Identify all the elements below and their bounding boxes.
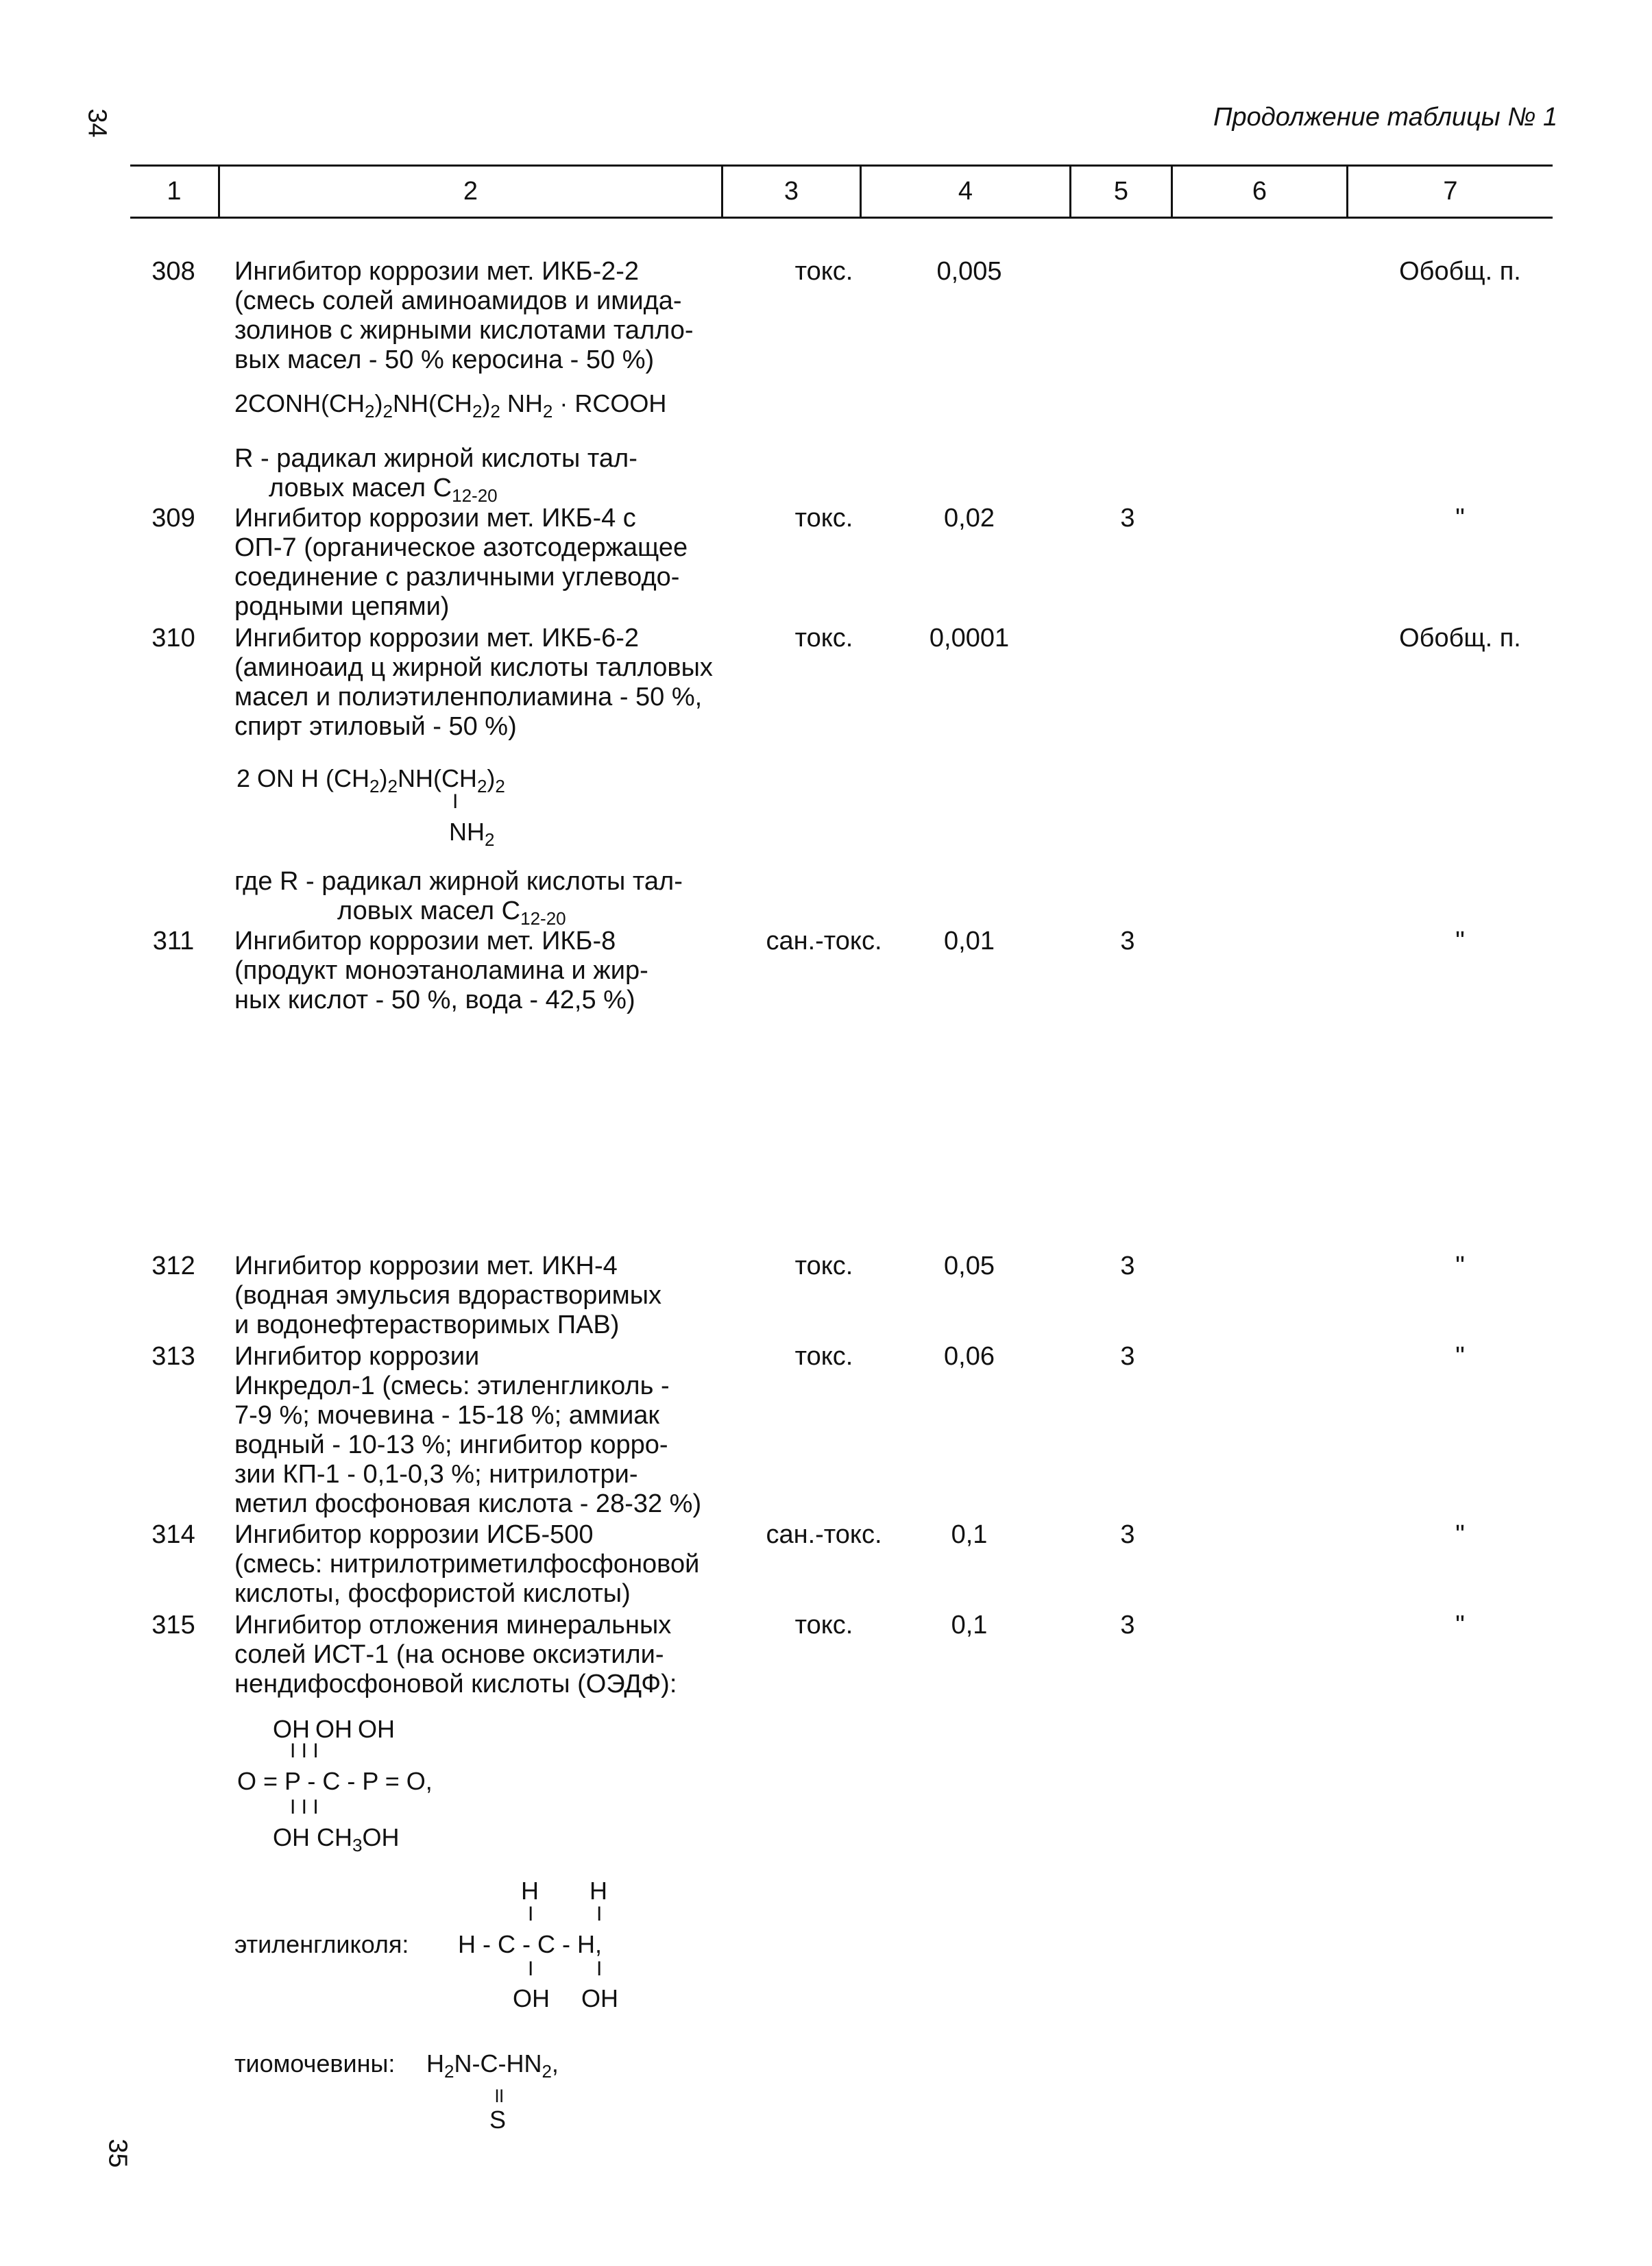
row-class: 3 xyxy=(1120,504,1135,533)
row-number: 312 xyxy=(151,1252,195,1280)
formula-308: $2CONH(CH_2)_2NH(CH_2)_2$ $NH_2$ · RCOOH xyxy=(234,389,667,422)
row-class: 3 xyxy=(1120,1611,1135,1640)
column-header-4: 4 xyxy=(958,177,973,206)
row-description: Ингибитор коррозии мет. ИКН-4 (водная эмульсия вдорастворимых и водонефтерастворимых ПАВ) xyxy=(234,1252,662,1339)
column-header-7: 7 xyxy=(1443,177,1458,206)
row-status: " xyxy=(1455,1342,1465,1371)
row-status: " xyxy=(1455,1611,1465,1640)
oedf-main-chain: O = P - C - P = O, xyxy=(237,1767,433,1795)
row-hazard: токс. xyxy=(794,1252,853,1280)
row-class: 3 xyxy=(1120,1520,1135,1549)
row-description: Ингибитор коррозии ИСБ-500 (смесь: нитрилотриметилфосфоновой кислоты, фосфористой кислоты) xyxy=(234,1520,700,1608)
row-hazard: токс. xyxy=(794,1342,853,1371)
glycol-oh-left: OH xyxy=(513,1984,550,2012)
row-description: Ингибитор отложения минеральных солей ИСТ-1 (на основе оксиэтили- нендифосфоновой кислоты (ОЭДФ): xyxy=(234,1611,677,1698)
glycol-label: этиленгликоля: xyxy=(234,1930,409,1958)
glycol-oh-right: OH xyxy=(581,1984,618,2012)
formula-310: 2 ON H $(CH_2)_2NH(CH_2)_2$ xyxy=(236,764,505,796)
row-number: 315 xyxy=(151,1611,195,1640)
row-status: " xyxy=(1455,927,1465,955)
row-class: 3 xyxy=(1120,927,1135,955)
row-note: R - радикал жирной кислоты тал- ловых масел $C_{12-20}$ xyxy=(234,444,637,506)
row-number: 313 xyxy=(151,1342,195,1371)
glycol-main-chain: H - C - C - H, xyxy=(458,1930,602,1958)
row-description: Ингибитор коррозии мет. ИКБ-6-2 (аминоаид ц жирной кислоты талловых масел и полиэтиленполиамина - 50 %, спирт этиловый - 50 %) xyxy=(234,624,713,741)
row-description: Ингибитор коррозии мет. ИКБ-8 (продукт моноэтаноламина и жир- ных кислот - 50 %, вода - 42,5 %) xyxy=(234,927,648,1014)
glycol-bond-top-left: I xyxy=(528,1903,534,1925)
header-top-rule xyxy=(130,165,1553,167)
row-class: 3 xyxy=(1120,1252,1135,1280)
row-number: 314 xyxy=(151,1520,195,1549)
glycol-h-left: H xyxy=(521,1877,539,1905)
row-hazard: сан.-токс. xyxy=(766,927,882,955)
row-status: Обобщ. п. xyxy=(1399,624,1521,653)
row-value: 0,1 xyxy=(951,1520,988,1549)
row-status: Обобщ. п. xyxy=(1399,257,1521,286)
row-value: 0,005 xyxy=(936,257,1002,286)
row-number: 309 xyxy=(151,504,195,533)
thiourea-label: тиомочевины: xyxy=(234,2049,396,2078)
glycol-bond-bottom-left: I xyxy=(528,1958,534,1980)
glycol-h-right: H xyxy=(590,1877,607,1905)
row-value: 0,0001 xyxy=(929,624,1010,653)
row-description: Ингибитор коррозии Инкредол-1 (смесь: этиленгликоль - 7-9 %; мочевина - 15-18 %; аммиак водный - 10-13 %; ингибитор корро- зии КП-1 - 0,1-0,3 %; нитрилотри- метил фосфоновая кислота - 28-32 %) xyxy=(234,1342,702,1518)
row-status: " xyxy=(1455,1252,1465,1280)
formula-310-bond: I xyxy=(452,790,459,813)
header-bottom-rule xyxy=(130,217,1553,219)
column-header-1: 1 xyxy=(167,177,182,206)
table-caption: Продолжение таблицы № 1 xyxy=(1213,103,1558,132)
row-status: " xyxy=(1455,1520,1465,1549)
column-header-5: 5 xyxy=(1113,177,1129,206)
thiourea-formula: $H_2N-C-HN_2$, xyxy=(426,2049,559,2082)
row-class: 3 xyxy=(1120,1342,1135,1371)
thiourea-sulfur: S xyxy=(489,2106,507,2134)
column-header-3: 3 xyxy=(784,177,799,206)
row-description: Ингибитор коррозии мет. ИКБ-2-2 (смесь солей аминоамидов и имида- золинов с жирными кислотами талло- вых масел - 50 % керосина - 50 %) xyxy=(234,257,694,374)
oedf-top-bonds: I I I xyxy=(290,1740,319,1762)
row-value: 0,1 xyxy=(951,1611,988,1640)
oedf-bottom-groups: OH $CH_3OH$ xyxy=(273,1823,400,1855)
glycol-bond-top-right: I xyxy=(596,1903,603,1925)
row-number: 311 xyxy=(152,927,195,955)
row-number: 310 xyxy=(151,624,195,653)
row-status: " xyxy=(1455,504,1465,533)
oedf-top-groups: OH OH OH xyxy=(273,1715,396,1743)
row-value: 0,05 xyxy=(944,1252,995,1280)
glycol-bond-bottom-right: I xyxy=(596,1958,603,1980)
row-hazard: токс. xyxy=(794,504,853,533)
column-header-2: 2 xyxy=(463,177,478,206)
row-hazard: токс. xyxy=(794,1611,853,1640)
row-hazard: токс. xyxy=(794,257,853,286)
row-description: Ингибитор коррозии мет. ИКБ-4 с ОП-7 (органическое азотсодержащее соединение с различными углеводо- родными цепями) xyxy=(234,504,688,621)
row-hazard: сан.-токс. xyxy=(766,1520,882,1549)
row-hazard: токс. xyxy=(794,624,853,653)
row-value: 0,02 xyxy=(944,504,995,533)
row-value: 0,06 xyxy=(944,1342,995,1371)
row-value: 0,01 xyxy=(944,927,995,955)
row-note: где R - радикал жирной кислоты тал- ловых масел $C_{12-20}$ xyxy=(234,867,683,929)
formula-310-amine: $NH_2$ xyxy=(449,818,495,850)
page-number-left: 34 xyxy=(82,108,112,138)
oedf-bottom-bonds: I I I xyxy=(290,1796,319,1818)
column-header-6: 6 xyxy=(1252,177,1267,206)
thiourea-double-bond: ॥ xyxy=(492,2084,505,2107)
page-number-right: 35 xyxy=(103,2139,132,2168)
row-number: 308 xyxy=(151,257,195,286)
